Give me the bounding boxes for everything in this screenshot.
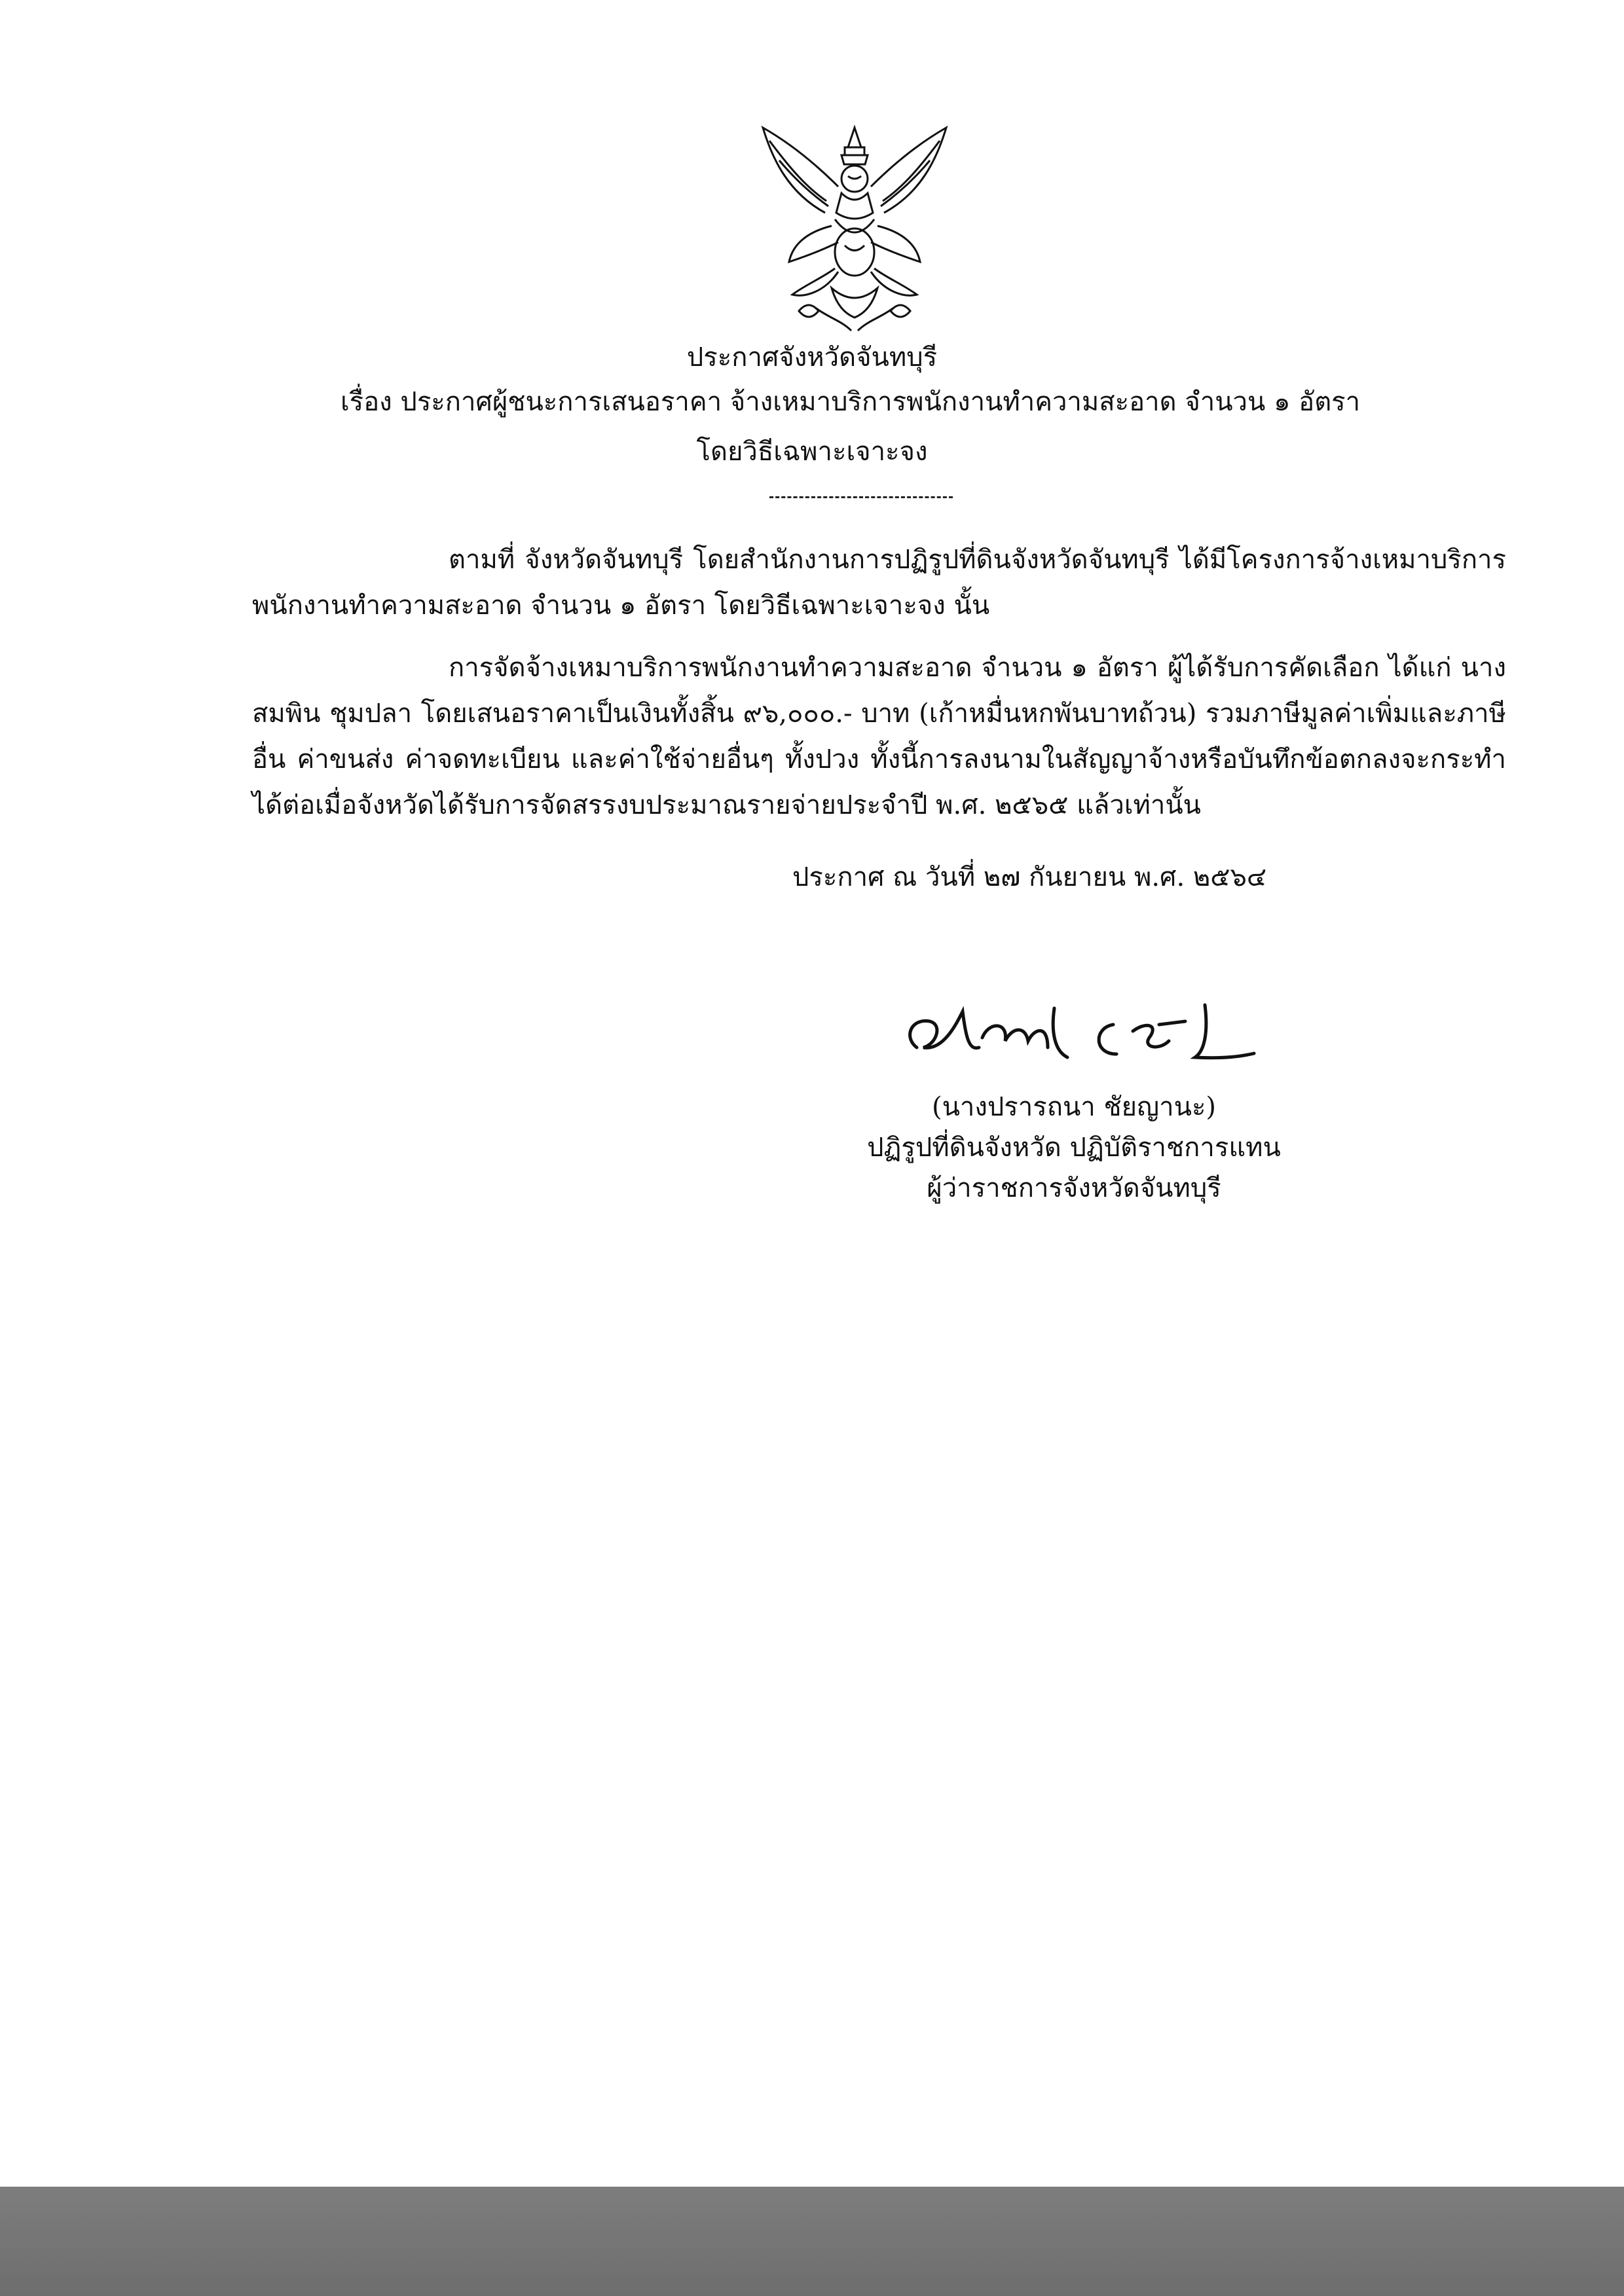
divider [769,496,953,498]
scanner-bed-edge [0,2187,1624,2296]
subject-line-1: เรื่อง ประกาศผู้ชนะการเสนอราคา จ้างเหมาบริการพนักงานทำความสะอาด จำนวน ๑ อัตรา [341,387,1361,417]
body-paragraph-2 [252,645,1506,828]
paragraph-2-text: การจัดจ้างเหมาบริการพนักงานทำความสะอาด จำนวน ๑ อัตรา ผู้ได้รับการคัดเลือก ได้แก่ นางสมพิน ชุมปลา โดยเสนอราคาเป็นเงินทั้งสิ้น ๙๖,๐๐๐.- บาท (เก้าหมื่นหกพันบาทถ้วน) รวมภาษีมูลค่าเพิ่มและภาษีอื่น ค่าขนส่ง ค่าจดทะเบียน และค่าใช้จ่ายอื่นๆ ทั้งปวง ทั้งนี้การลงนามในสัญญาจ้างหรือบันทึกข้อตกลงจะกระทำได้ต่อเมื่อจังหวัดได้รับการจัดสรรงบประมาณรายจ่ายประจำปี พ.ศ. ๒๕๖๕ แล้วเท่านั้น [252,653,1506,820]
signatory-position-1: ปฏิรูปที่ดินจังหวัด ปฏิบัติราชการแทน [867,1133,1281,1163]
signatory-block [845,1087,1303,1209]
body-paragraph-1 [252,537,1506,629]
announcement-date: ประกาศ ณ วันที่ ๒๗ กันยายน พ.ศ. ๒๕๖๔ [792,862,1267,892]
signatory-position-2: ผู้ว่าราชการจังหวัดจันทบุรี [927,1173,1221,1203]
garuda-emblem-icon [753,121,956,337]
subject-line-2: โดยวิธีเฉพาะเจาะจง [696,437,928,467]
handwritten-signature-icon [897,985,1264,1077]
document-title: ประกาศจังหวัดจันทบุรี [686,342,938,373]
paragraph-1-text: ตามที่ จังหวัดจันทบุรี โดยสำนักงานการปฏิรูปที่ดินจังหวัดจันทบุรี ได้มีโครงการจ้างเหมาบริการพนักงานทำความสะอาด จำนวน ๑ อัตรา โดยวิธีเฉพาะเจาะจง นั้น [252,545,1506,621]
signatory-name: (นางปรารถนา ชัยญานะ) [931,1092,1217,1122]
